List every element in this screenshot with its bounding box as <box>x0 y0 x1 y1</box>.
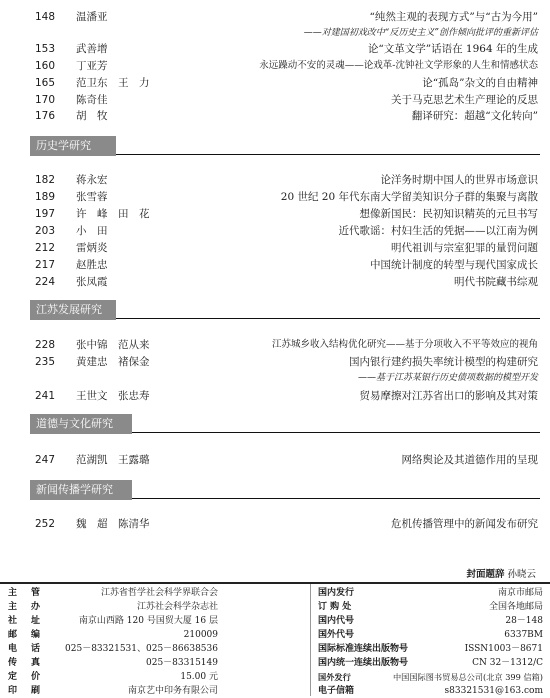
page-number: 165 <box>35 77 56 89</box>
page-number: 160 <box>35 60 56 72</box>
article-title: 中国统计制度的转型与现代国家成长 <box>370 259 538 271</box>
colophon-row <box>318 614 543 628</box>
colophon-row <box>8 628 218 642</box>
article-title: 明代书院藏书综观 <box>454 276 538 288</box>
colophon-label: 电话 <box>8 644 55 654</box>
page-number: 224 <box>35 276 56 288</box>
author: 陈奇佳 <box>76 94 108 106</box>
toc-entry[interactable] <box>0 514 550 534</box>
article-title: 翻译研究：超越“文化转向” <box>411 110 538 122</box>
colophon-value: CN 32－1312/C <box>472 658 543 668</box>
colophon-label: 传真 <box>8 658 55 668</box>
section-header-ethics: 道德与文化研究 <box>30 414 132 434</box>
colophon-value: 28－148 <box>505 616 543 626</box>
page-number: 247 <box>35 454 56 466</box>
colophon-value: 南京市邮局 <box>497 588 543 598</box>
colophon-value: 025－83315149 <box>146 658 218 668</box>
colophon-row <box>318 684 543 698</box>
page-number: 189 <box>35 191 56 203</box>
colophon-divider <box>0 582 550 584</box>
article-title: 20 世纪 20 年代东南大学留美知识分子群的集聚与离散 <box>280 191 538 203</box>
author: 张雪蓉 <box>76 191 108 203</box>
credit-label: 封面题辞 <box>466 569 505 580</box>
colophon-value: 江苏社会科学杂志社 <box>136 602 218 612</box>
toc-entry-subtitle <box>0 368 550 388</box>
colophon-value: 6337BM <box>504 630 543 640</box>
colophon-row <box>8 586 218 600</box>
cover-credit <box>466 566 536 580</box>
article-title: 关于马克思艺术生产理论的反思 <box>391 94 538 106</box>
colophon-label: 国外发行 <box>318 672 351 682</box>
article-title: 危机传播管理中的新闻发布研究 <box>391 518 538 530</box>
article-title: 网络舆论及其道德作用的呈现 <box>401 454 538 466</box>
page-number: 212 <box>35 242 56 254</box>
author: 小 田 <box>76 225 108 237</box>
colophon-label: 邮编 <box>8 630 55 640</box>
colophon-value: 15.00 元 <box>180 672 218 682</box>
author: 许 峰 田 花 <box>76 208 150 220</box>
author: 雷炳炎 <box>76 242 108 254</box>
colophon-label: 订 购 处 <box>318 602 352 612</box>
page-number: 203 <box>35 225 56 237</box>
article-title: 想像新国民：民初知识精英的元旦书写 <box>359 208 538 220</box>
colophon-value[interactable]: s83321531@163.com <box>444 686 543 696</box>
page-number: 228 <box>35 339 56 351</box>
author: 丁亚芳 <box>76 60 108 72</box>
colophon-row <box>8 656 218 670</box>
colophon-value: 210009 <box>183 630 218 640</box>
toc-entry[interactable] <box>0 272 550 292</box>
credit-name: 孙晓云 <box>507 569 536 580</box>
article-title: 永远躁动不安的灵魂——论戏革-沈钟社文学形象的人生和情感状态 <box>259 60 538 71</box>
colophon-label: 定价 <box>8 672 55 682</box>
colophon-row <box>318 642 543 656</box>
author: 黄建忠 褚保金 <box>76 356 150 368</box>
author: 武善增 <box>76 43 108 55</box>
article-title: 论“文革文学”话语在 1964 年的生成 <box>367 43 538 55</box>
section-header-journalism: 新闻传播学研究 <box>30 480 132 500</box>
author: 温潘亚 <box>76 11 108 23</box>
colophon-label: 国内代号 <box>318 616 355 626</box>
colophon-value: 南京艺中印务有限公司 <box>127 686 218 696</box>
colophon-label: 国内统一连续出版物号 <box>318 658 409 668</box>
colophon-label: 印刷 <box>8 686 55 696</box>
author: 赵胜忠 <box>76 259 108 271</box>
colophon-value: ISSN1003－8671 <box>464 644 543 654</box>
colophon-row <box>318 670 543 684</box>
colophon-value: 全国各地邮局 <box>488 602 543 612</box>
article-subtitle: ——基于江苏某银行历史债项数据的模型开发 <box>357 373 538 383</box>
page-number: 235 <box>35 356 56 368</box>
colophon-label: 主管 <box>8 588 55 598</box>
colophon-row <box>318 600 543 614</box>
section-header-jiangsu: 江苏发展研究 <box>30 300 116 320</box>
colophon-row <box>8 670 218 684</box>
colophon-label: 主办 <box>8 602 55 612</box>
colophon-column-divider <box>310 584 311 696</box>
toc-entry[interactable] <box>0 106 550 126</box>
colophon-row <box>8 684 218 698</box>
colophon-row <box>318 656 543 670</box>
article-title: 明代祖训与宗室犯罪的量罚问题 <box>391 242 538 254</box>
toc-entry[interactable] <box>0 386 550 406</box>
page-number: 148 <box>35 11 56 23</box>
colophon-label: 国内发行 <box>318 588 355 598</box>
colophon-label: 国外代号 <box>318 630 355 640</box>
page-number: 153 <box>35 43 56 55</box>
author: 蒋永宏 <box>76 174 108 186</box>
toc-entry[interactable] <box>0 450 550 470</box>
page-number: 182 <box>35 174 56 186</box>
page-number: 252 <box>35 518 56 530</box>
colophon-row <box>8 600 218 614</box>
colophon-value: 025－83321531、025－86638536 <box>65 644 218 654</box>
article-title: 贸易摩擦对江苏省出口的影响及其对策 <box>359 390 538 402</box>
colophon-row <box>8 642 218 656</box>
colophon-label: 社址 <box>8 616 55 626</box>
colophon-value: 中国国际图书贸易总公司(北京 399 信箱) <box>392 672 543 682</box>
page-number: 176 <box>35 110 56 122</box>
colophon-label: 电子信箱 <box>318 686 355 696</box>
page-number: 217 <box>35 259 56 271</box>
colophon-value: 南京山西路 120 号国贸大厦 16 层 <box>78 616 218 626</box>
page-number: 241 <box>35 390 56 402</box>
author: 张中锦 范从来 <box>76 339 150 351</box>
page-number: 170 <box>35 94 56 106</box>
article-title: 国内银行建约损失率统计模型的构建研究 <box>349 356 538 368</box>
author: 王世文 张忠寿 <box>76 390 150 402</box>
author: 胡 牧 <box>76 110 108 122</box>
article-title: 近代歌谣：村妇生活的凭据——以江南为例 <box>338 225 538 237</box>
section-header-history: 历史学研究 <box>30 136 116 156</box>
author: 范卫东 王 力 <box>76 77 150 89</box>
article-title: “纯然主观的表现方式”与“古为今用” <box>369 11 538 23</box>
page-number: 197 <box>35 208 56 220</box>
colophon-row <box>318 628 543 642</box>
author: 魏 超 陈清华 <box>76 518 150 530</box>
author: 范湖凯 王露璐 <box>76 454 150 466</box>
article-title: 江苏城乡收入结构优化研究——基于分项收入不平等效应的视角 <box>271 339 538 350</box>
article-title: 论洋务时期中国人的世界市场意识 <box>380 174 538 186</box>
article-title: 论“孤岛”杂文的自由精神 <box>422 77 538 89</box>
author: 张凤霞 <box>76 276 108 288</box>
article-subtitle: ——对建国初戏改中“反历史主义”创作倾向批评的重新评估 <box>303 28 538 38</box>
colophon-label: 国际标准连续出版物号 <box>318 644 409 654</box>
colophon-row <box>318 586 543 600</box>
colophon-value: 江苏省哲学社会科学界联合会 <box>100 588 218 598</box>
colophon-row <box>8 614 218 628</box>
